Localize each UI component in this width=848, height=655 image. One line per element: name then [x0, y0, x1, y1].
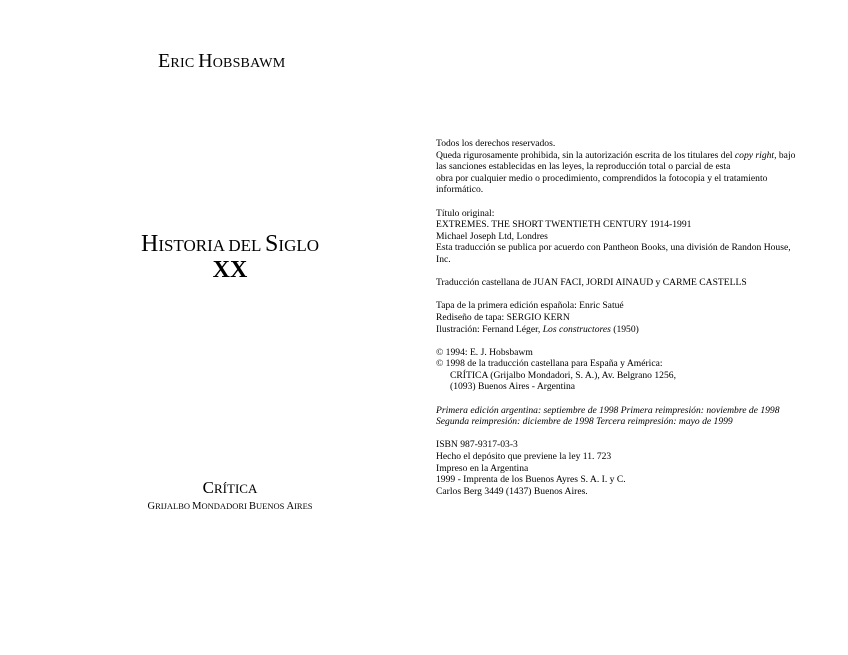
- original-title-block: [436, 208, 804, 266]
- illustration-label: Ilustración: Fernand Léger,: [436, 323, 543, 335]
- author-first-rest: RIC: [170, 56, 199, 71]
- cover-redesign: Rediseño de tapa: SERGIO KERN: [436, 311, 570, 323]
- rights-line-4: informático.: [436, 184, 484, 196]
- author-initial: E: [158, 50, 171, 72]
- rights-line-2a: Queda rigurosamente prohibida, sin la autorización escrita de los titulares del: [436, 149, 735, 161]
- publisher-name: [60, 478, 400, 498]
- rights-line-2: [436, 150, 804, 173]
- author-last-rest: OBSBAWM: [212, 56, 286, 71]
- cover-credits: [436, 300, 804, 335]
- original-publisher: Michael Joseph Ltd, Londres: [436, 230, 548, 242]
- cover-illustration: [436, 324, 804, 336]
- imprint-cap-3: B: [248, 501, 256, 512]
- translation-agreement: Esta traducción se publica por acuerdo con Pantheon Books, una división de Randon House, Inc.: [436, 242, 791, 265]
- edition-history: Primera edición argentina: septiembre de 1998 Primera reimpresión: noviembre de 1998 Segunda reimpresión: diciembre de 1998 Tercera reimpresión: mayo de 1999: [436, 404, 780, 428]
- imprint-rest-1: RIJALBO: [155, 501, 193, 511]
- illustration-title: Los constructores: [542, 323, 611, 335]
- imprint-rest-4: IRES: [294, 501, 313, 511]
- imprint-cap-4: A: [286, 501, 295, 512]
- printing-info: [436, 439, 804, 497]
- rights-copyright-term: copy right,: [734, 149, 777, 161]
- title-cap-2: S: [265, 231, 279, 257]
- imprint-cap-1: G: [147, 501, 156, 512]
- translators: Traducción castellana de JUAN FACI, JORDI AINAUD y CARME CASTELLS: [436, 277, 747, 289]
- imprint-rest-2: ONDADORI: [201, 501, 249, 511]
- rights-line-1: Todos los derechos reservados.: [436, 138, 556, 149]
- rights-notice: [436, 138, 804, 196]
- copyright-address: (1093) Buenos Aires - Argentina: [450, 381, 576, 393]
- legal-deposit: Hecho el depósito que previene la ley 11. 723: [436, 451, 612, 463]
- author-last-initial: H: [198, 50, 213, 72]
- publisher-imprint: [60, 501, 400, 512]
- illustration-year: (1950): [610, 323, 639, 335]
- publisher-cap: C: [202, 478, 214, 497]
- copyright-block: [436, 347, 804, 393]
- original-title-label: Título original:: [436, 207, 495, 219]
- book-title-line2: XX: [212, 257, 248, 283]
- publisher-rest: RÍTICA: [214, 481, 258, 496]
- rights-line-3: obra por cualquier medio o procedimiento, comprendidos la fotocopia y el tratamiento: [436, 172, 768, 184]
- printer: 1999 - Imprenta de los Buenos Ayres S. A. I. y C.: [436, 474, 626, 486]
- copyright-author: © 1994: E. J. Hobsbawm: [436, 346, 533, 358]
- right-page: [436, 138, 804, 509]
- copyright-publisher: CRÍTICA (Grijalbo Mondadori, S. A.), Av. Belgrano 1256,: [450, 369, 676, 381]
- translation-credit: [436, 277, 804, 289]
- isbn: ISBN 987-9317-03-3: [436, 439, 518, 451]
- title-rest-2: IGLO: [278, 236, 320, 255]
- imprint-cap-2: M: [192, 501, 202, 512]
- title-cap-1: H: [140, 231, 159, 257]
- printed-in: Impreso en la Argentina: [436, 462, 529, 474]
- original-title: EXTREMES. THE SHORT TWENTIETH CENTURY 1914-1991: [436, 219, 692, 231]
- author-name: [158, 50, 285, 73]
- printer-address: Carlos Berg 3449 (1437) Buenos Aires.: [436, 485, 588, 497]
- cover-design: Tapa de la primera edición española: Enric Satué: [436, 300, 624, 312]
- imprint-rest-3: UENOS: [256, 501, 287, 511]
- title-rest-1: ISTORIA DEL: [158, 236, 266, 255]
- book-title-line1: [60, 231, 400, 259]
- rights-line-2c: bajo las sanciones establecidas en las leyes, la reproducción total o parcial de esta: [436, 149, 796, 173]
- book-title: [60, 231, 400, 281]
- copyright-translation: © 1998 de la traducción castellana para España y América:: [436, 358, 663, 370]
